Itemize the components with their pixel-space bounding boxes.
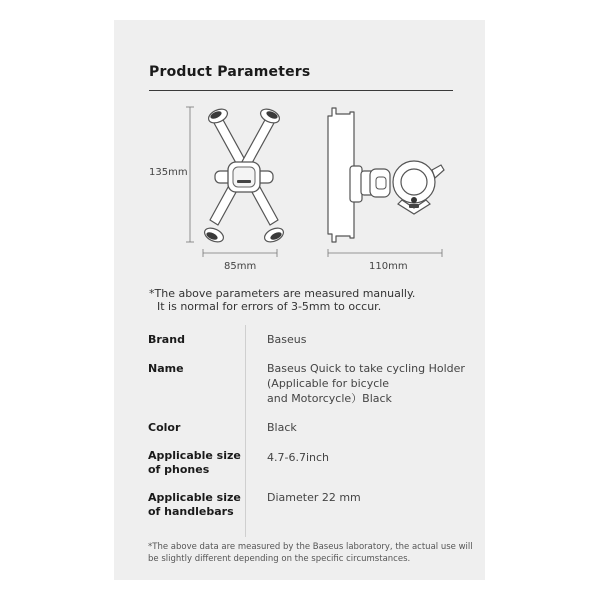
lab-footnote: *The above data are measured by the Baseus laboratory, the actual use will be slightly different depending on the specific circumstances. <box>148 542 473 564</box>
spec-value-phone-size: 4.7-6.7inch <box>267 451 330 464</box>
spec-value-brand: Baseus <box>267 333 307 346</box>
front-width-dimension-label: 85mm <box>224 261 257 272</box>
spec-label-color: Color <box>148 421 181 434</box>
measurement-note <box>149 287 415 313</box>
section-title: Product Parameters <box>149 64 311 80</box>
spec-label-phone-size: Applicable size of phones <box>148 449 241 476</box>
spec-label-handlebar-size: Applicable size of handlebars <box>148 491 241 518</box>
spec-value-name: Baseus Quick to take cycling Holder (Applicable for bicycle and Motorcycle）Black <box>267 362 465 405</box>
measurement-note-line-1: *The above parameters are measured manually. <box>149 287 416 300</box>
spec-table-divider <box>245 325 246 537</box>
side-width-dimension-label: 110mm <box>369 261 408 272</box>
spec-value-color: Black <box>267 421 297 434</box>
measurement-note-line-2: It is normal for errors of 3-5mm to occur. <box>157 300 382 313</box>
height-dimension-label: 135mm <box>149 167 188 178</box>
spec-label-name: Name <box>148 362 184 375</box>
product-parameters-card <box>114 20 485 580</box>
spec-value-handlebar-size: Diameter 22 mm <box>267 491 361 504</box>
spec-label-brand: Brand <box>148 333 185 346</box>
